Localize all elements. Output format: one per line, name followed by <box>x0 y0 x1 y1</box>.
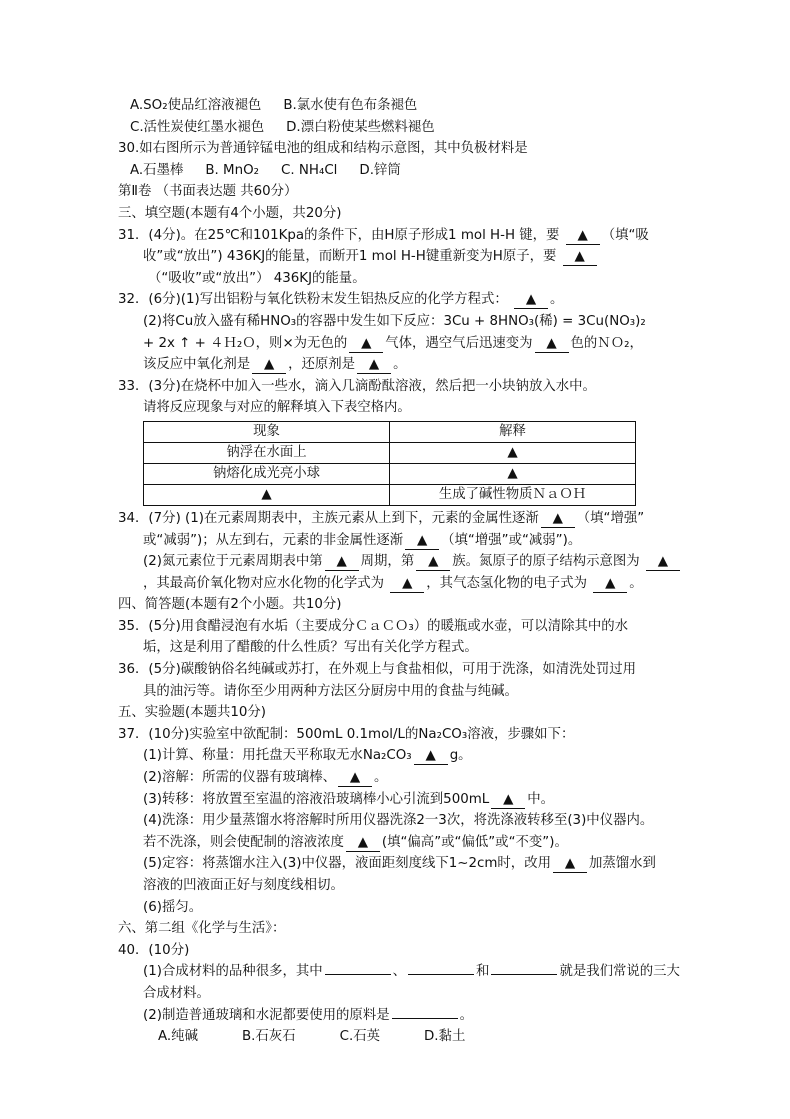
answer-blank: ▲ <box>346 835 380 852</box>
text: 。 <box>629 575 643 591</box>
heading-line <box>118 918 678 940</box>
text: 31．(4分)。在25℃和101Kpa的条件下，由H原子形成1 mol H-H 键，要 <box>118 227 564 243</box>
text: 合成材料。 <box>143 985 210 1001</box>
text: (1)计算、称量：用托盘天平称取无水Na₂CO₃ <box>143 748 412 764</box>
text: 第Ⅱ卷 （书面表达题 共60分） <box>118 184 298 200</box>
table-header: 解释 <box>390 421 636 442</box>
cont-line <box>118 246 678 268</box>
table-cell: 钠熔化成光亮小球 <box>144 463 390 484</box>
table-row <box>144 463 636 484</box>
answer-blank: ▲ <box>646 554 680 571</box>
text: ，其气态氢化物的电子式为 <box>426 575 592 591</box>
answer-blank: ▲ <box>252 357 286 374</box>
question-line <box>118 616 678 638</box>
text: 溶液的凹液面正好与刻度线相切。 <box>143 878 344 893</box>
option-line <box>118 117 678 139</box>
text: 气体，遇空气后迅速变为 <box>385 335 533 351</box>
table-cell: ▲ <box>144 484 390 505</box>
text: C. NH₄Cl <box>281 162 338 178</box>
heading-line <box>118 181 678 203</box>
text: (3)转移：将放置至室温的溶液沿玻璃棒小心引流到500mL <box>143 791 490 807</box>
text: 37．(10分)实验室中欲配制：500mL 0.1mol/L的Na₂CO₃溶液，步骤如下： <box>118 726 575 742</box>
answer-blank: ▲ <box>593 576 627 593</box>
table-header-row <box>144 421 636 442</box>
text: （填“增强” <box>576 510 645 526</box>
text: + 2x ↑ + ４Ｈ₂Ｏ，则×为无色的 <box>143 335 348 351</box>
text: B.氯水使有色布条褪色 <box>283 98 418 113</box>
answer-blank: ▲ <box>357 357 391 374</box>
text: 六、第二组《化学与生活》： <box>118 921 286 937</box>
cont2-line <box>118 268 678 290</box>
text: (5)定容：将蒸馏水注入(3)中仪器，液面距刻度线下1~2cm时，改用 <box>143 856 551 872</box>
text: g。 <box>449 748 472 764</box>
text: ，还原剂是 <box>288 357 356 373</box>
table-header: 现象 <box>144 421 390 442</box>
heading-line <box>118 594 678 616</box>
answer-blank: ▲ <box>491 792 525 809</box>
text: 35．(5分)用食醋浸泡有水垢（主要成分ＣａＣＯ₃）的暖瓶或水壶，可以清除其中的水 <box>118 618 629 634</box>
sub-line <box>118 311 678 333</box>
text: C.活性炭使红墨水褪色 <box>130 119 265 135</box>
text: 请将反应现象与对应的解释填入下表空格内。 <box>143 400 411 416</box>
text: A.纯碱 <box>158 1029 198 1045</box>
text: B.石灰石 <box>241 1029 296 1045</box>
text: （填“吸 <box>601 227 649 243</box>
text: 32．(6分)(1)写出铝粉与氧化铁粉末发生铝热反应的化学方程式： <box>118 292 512 308</box>
text: 五、实验题(本题共10分) <box>118 705 267 721</box>
question-line <box>118 659 678 681</box>
exam-document <box>118 95 678 1048</box>
choice-line <box>118 1026 678 1048</box>
sub-line <box>118 767 678 789</box>
text: 垢，这是利用了醋酸的什么性质？写出有关化学方程式。 <box>143 640 478 656</box>
answer-blank <box>392 1018 458 1019</box>
answer-blank: ▲ <box>416 554 450 571</box>
text: 若不洗涤，则会使配制的溶液浓度 <box>143 834 344 850</box>
sub-line <box>118 333 678 355</box>
sub-line <box>118 832 678 854</box>
text: （填“增强”或“减弱”)。 <box>441 532 582 548</box>
answer-blank: ▲ <box>349 336 383 353</box>
text: (填“偏高”或“偏低”或“不变”)。 <box>381 834 568 850</box>
sub-line <box>118 810 678 832</box>
answer-blank: ▲ <box>414 748 448 765</box>
sub-line <box>118 983 678 1005</box>
answer-blank <box>325 974 391 975</box>
text: （“吸收”或“放出”） 436KJ的能量。 <box>148 270 366 286</box>
text: (4)洗涤：用少量蒸馏水将溶解时所用仪器洗涤2一3次，将洗涤液转移至(3)中仪器内。 <box>143 813 654 829</box>
answer-blank <box>408 974 474 975</box>
sub-line <box>118 897 678 919</box>
text: 族。氮原子的原子结构示意图为 <box>452 554 644 570</box>
sub-line <box>118 853 678 875</box>
answer-blank: ▲ <box>566 228 600 245</box>
text: 33．(3分)在烧杯中加入一些水，滴入几滴酚酞溶液，然后把一小块钠放入水中。 <box>118 378 596 394</box>
text: ，其最高价氧化物对应水化物的化学式为 <box>143 575 389 591</box>
question-line <box>118 225 678 247</box>
sub-line <box>118 354 678 376</box>
text: 30.如右图所示为普通锌锰电池的组成和结构示意图，其中负极材料是 <box>118 141 528 157</box>
answer-blank: ▲ <box>390 576 424 593</box>
text: 40．(10分) <box>118 942 190 958</box>
question-line <box>118 724 678 746</box>
text: (2)氮元素位于元素周期表中第 <box>143 554 323 570</box>
answer-blank <box>491 974 557 975</box>
question-line <box>118 376 678 398</box>
text: 36．(5分)碳酸钠俗名纯碱或苏打，在外观上与食盐相似，可用于洗涤，如清洗处罚过用 <box>118 662 637 678</box>
text: C.石英 <box>339 1029 380 1045</box>
text: 中。 <box>527 791 555 807</box>
table-cell: ▲ <box>390 463 636 484</box>
text: D.锌筒 <box>359 162 401 178</box>
text: 四、简答题(本题有2个小题。共10分) <box>118 597 342 613</box>
answer-blank: ▲ <box>541 511 575 528</box>
heading-line <box>118 203 678 225</box>
text: (2)制造普通玻璃和水泥都要使用的原料是 <box>143 1007 390 1023</box>
text: 、 <box>392 964 407 980</box>
text: 具的油污等。请你至少用两种方法区分厨房中用的食盐与纯碱。 <box>143 683 518 699</box>
text: 加蒸馏水到 <box>588 856 656 872</box>
text: 和 <box>476 964 490 980</box>
sub-line <box>118 1005 678 1027</box>
text: B. MnO₂ <box>205 162 260 178</box>
text: 34．(7分) (1)在元素周期表中，主族元素从上到下，元素的金属性逐渐 <box>118 510 539 526</box>
question-line <box>118 508 678 530</box>
text: A.石墨棒 <box>130 162 184 178</box>
text: (1)合成材料的品种很多，其中 <box>143 964 323 980</box>
answer-blank: ▲ <box>405 533 439 550</box>
heading-line <box>118 702 678 724</box>
text: (6)摇匀。 <box>143 899 203 915</box>
sub-line <box>118 530 678 552</box>
table-cell: 生成了碱性物质ＮａＯＨ <box>390 484 636 505</box>
option-line <box>118 160 678 182</box>
sub-line <box>118 637 678 659</box>
table-row <box>144 442 636 463</box>
text: 色的ＮＯ₂， <box>570 335 643 351</box>
sub-line <box>118 745 678 767</box>
text: (2)将Cu放入盛有稀HNO₃的容器中发生如下反应：3Cu + 8HNO₃(稀) = 3Cu(NO₃)₂ <box>143 313 646 329</box>
text: 周期，第 <box>360 554 415 570</box>
text: 。 <box>393 357 407 373</box>
text: 。 <box>459 1007 473 1023</box>
sub-line <box>118 573 678 595</box>
text: A.SO₂使品红溶液褪色 <box>130 98 262 113</box>
text: D.黏土 <box>423 1029 466 1045</box>
text: 三、填空题(本题有4个小题，共20分) <box>118 205 342 221</box>
sub-line <box>118 875 678 897</box>
text: 收”或“放出”) 436KJ的能量，而断开1 mol H-H键重新变为H原子，要 <box>143 249 561 265</box>
reaction-table <box>143 421 636 506</box>
answer-blank: ▲ <box>325 554 359 571</box>
answer-blank: ▲ <box>553 856 587 873</box>
question-line <box>118 940 678 962</box>
sub-line <box>118 397 678 419</box>
table-cell: ▲ <box>390 442 636 463</box>
answer-blank: ▲ <box>514 292 548 309</box>
text: 该反应中氧化剂是 <box>143 357 251 373</box>
section-after-table <box>118 508 678 1048</box>
text: 。 <box>550 292 564 308</box>
text: (2)溶解：所需的仪器有玻璃棒、 <box>143 770 337 786</box>
question-line <box>118 138 678 160</box>
sub-line <box>118 789 678 811</box>
section-before-table <box>118 95 678 419</box>
answer-blank: ▲ <box>338 770 372 787</box>
sub-line <box>118 961 678 983</box>
answer-blank: ▲ <box>535 336 569 353</box>
answer-blank: ▲ <box>563 249 597 266</box>
text: 或“减弱”)；从左到右，元素的非金属性逐渐 <box>143 532 404 548</box>
text: 。 <box>374 770 388 786</box>
text: D.漂白粉使某些燃料褪色 <box>286 119 435 135</box>
option-line <box>118 95 678 117</box>
text: 就是我们常说的三大 <box>559 964 680 980</box>
table-row <box>144 484 636 505</box>
question-line <box>118 289 678 311</box>
sub-line <box>118 551 678 573</box>
table-cell: 钠浮在水面上 <box>144 442 390 463</box>
sub-line <box>118 681 678 703</box>
